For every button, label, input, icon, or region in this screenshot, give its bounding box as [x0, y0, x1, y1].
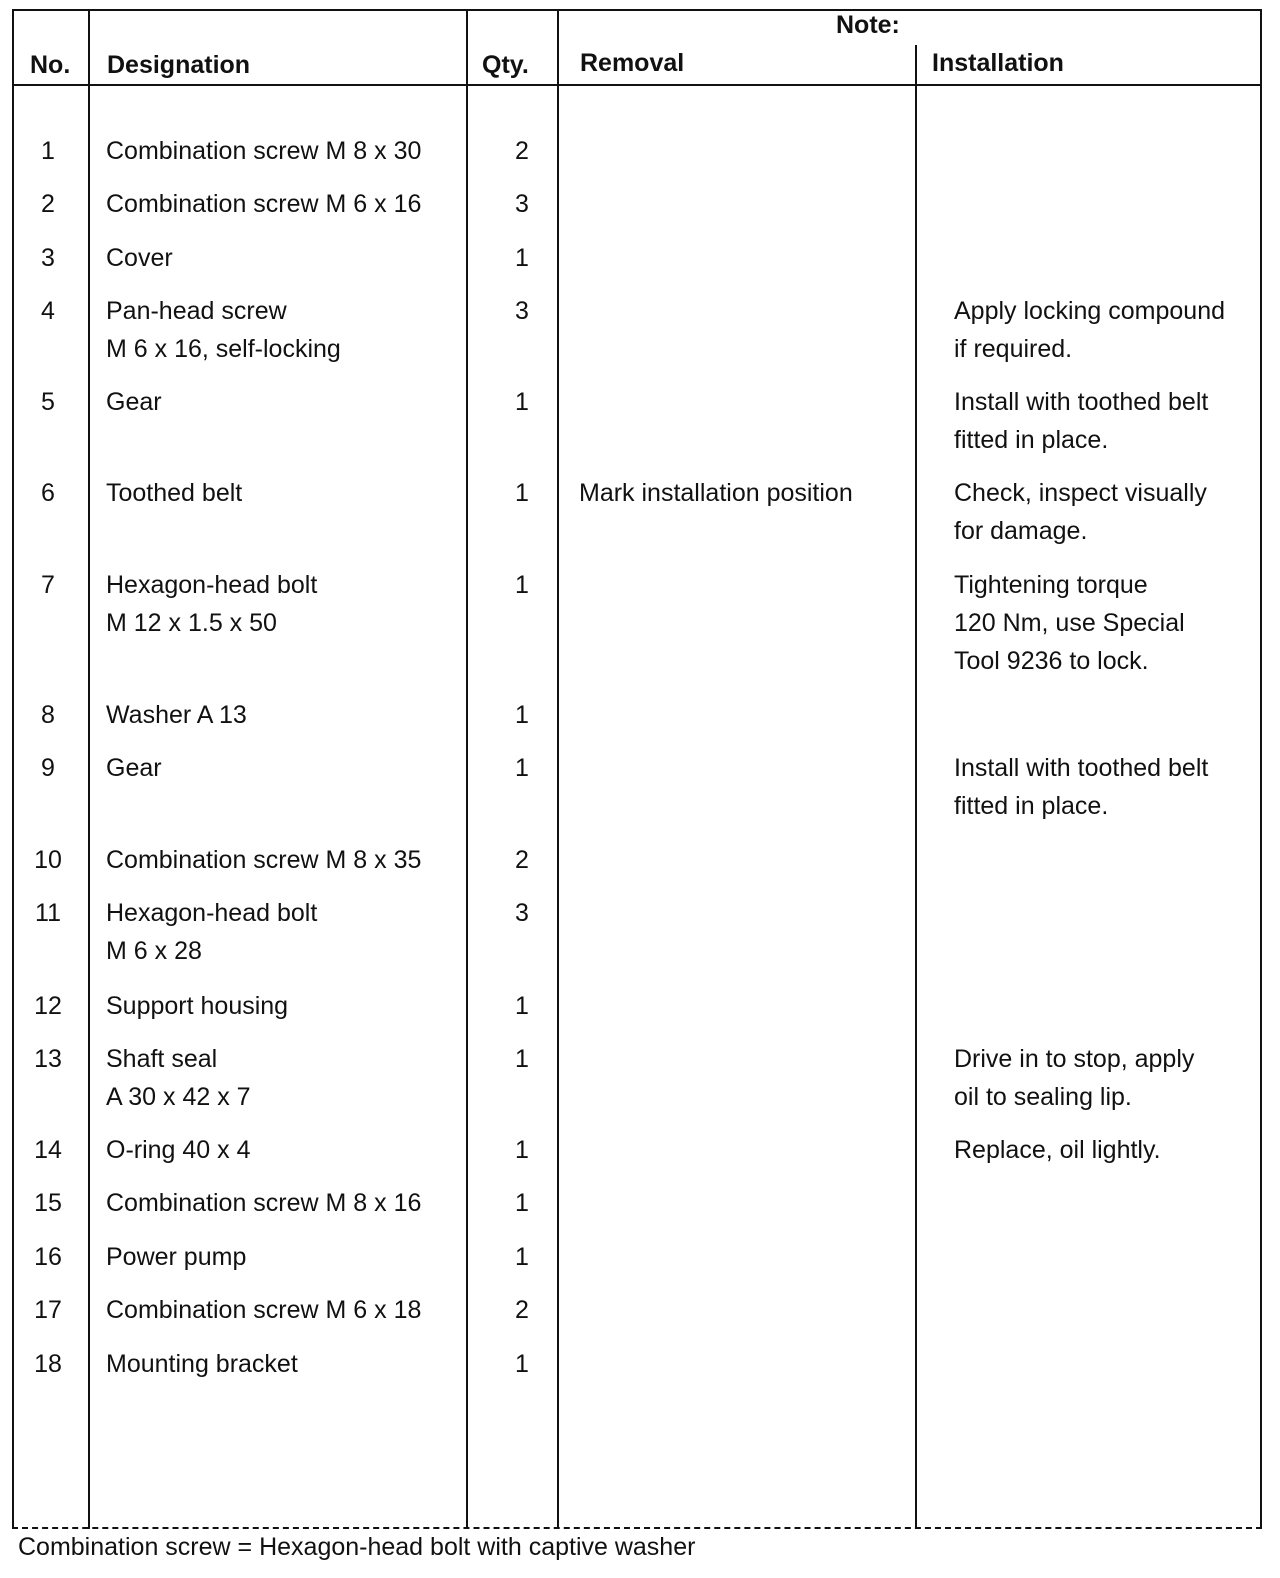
header-removal: Removal: [580, 49, 685, 77]
row-designation: Power pump: [106, 1243, 247, 1271]
row-designation: M 6 x 28: [106, 937, 202, 965]
row-number: 17: [34, 1296, 62, 1324]
header-bottom-rule: [12, 84, 1262, 86]
header-no: No.: [30, 51, 71, 79]
row-designation: Combination screw M 8 x 30: [106, 137, 422, 165]
bottom-dashed-rule: [12, 1527, 1262, 1529]
row-designation: Mounting bracket: [106, 1350, 298, 1378]
col-divider-qty: [557, 9, 559, 1529]
footer-note: Combination screw = Hexagon-head bolt with captive washer: [18, 1533, 696, 1561]
row-qty: 3: [515, 190, 529, 218]
row-designation: Gear: [106, 388, 162, 416]
row-removal-note: Mark installation position: [579, 479, 853, 507]
row-qty: 2: [515, 137, 529, 165]
header-installation: Installation: [932, 49, 1064, 77]
row-number: 15: [34, 1189, 62, 1217]
col-divider-removal: [915, 45, 917, 1529]
row-installation-note: Install with toothed belt: [954, 754, 1209, 782]
row-number: 16: [34, 1243, 62, 1271]
row-qty: 1: [515, 1243, 529, 1271]
row-designation: Hexagon-head bolt: [106, 571, 318, 599]
row-designation: Shaft seal: [106, 1045, 218, 1073]
row-installation-note: Apply locking compound: [954, 297, 1225, 325]
row-installation-note: Install with toothed belt: [954, 388, 1209, 416]
row-qty: 1: [515, 701, 529, 729]
row-qty: 1: [515, 992, 529, 1020]
row-installation-note: 120 Nm, use Special: [954, 609, 1185, 637]
col-divider-designation: [466, 9, 468, 1529]
row-number: 13: [34, 1045, 62, 1073]
row-qty: 2: [515, 1296, 529, 1324]
row-designation: O-ring 40 x 4: [106, 1136, 251, 1164]
note-label: Note:: [836, 11, 900, 39]
row-qty: 1: [515, 571, 529, 599]
row-number: 18: [34, 1350, 62, 1378]
row-number: 9: [41, 754, 55, 782]
row-number: 8: [41, 701, 55, 729]
row-installation-note: fitted in place.: [954, 792, 1109, 820]
row-qty: 1: [515, 244, 529, 272]
row-installation-note: Drive in to stop, apply: [954, 1045, 1195, 1073]
row-number: 10: [34, 846, 62, 874]
row-qty: 3: [515, 297, 529, 325]
row-designation: Combination screw M 6 x 16: [106, 190, 422, 218]
row-number: 5: [41, 388, 55, 416]
row-designation: M 6 x 16, self-locking: [106, 335, 341, 363]
row-designation: Washer A 13: [106, 701, 247, 729]
row-qty: 1: [515, 754, 529, 782]
row-qty: 1: [515, 1136, 529, 1164]
row-installation-note: Tool 9236 to lock.: [954, 647, 1149, 675]
row-number: 1: [41, 137, 55, 165]
row-designation: Hexagon-head bolt: [106, 899, 318, 927]
row-number: 2: [41, 190, 55, 218]
row-installation-note: oil to sealing lip.: [954, 1083, 1132, 1111]
row-qty: 2: [515, 846, 529, 874]
row-installation-note: Replace, oil lightly.: [954, 1136, 1161, 1164]
header-qty: Qty.: [482, 51, 529, 79]
row-installation-note: fitted in place.: [954, 426, 1109, 454]
row-installation-note: Check, inspect visually: [954, 479, 1207, 507]
row-designation: Combination screw M 8 x 35: [106, 846, 422, 874]
header-designation: Designation: [107, 51, 251, 79]
row-qty: 1: [515, 388, 529, 416]
row-designation: Cover: [106, 244, 173, 272]
row-installation-note: if required.: [954, 335, 1073, 363]
row-number: 7: [41, 571, 55, 599]
row-number: 3: [41, 244, 55, 272]
row-number: 14: [34, 1136, 62, 1164]
col-divider-no: [88, 9, 90, 1529]
row-installation-note: for damage.: [954, 517, 1088, 545]
row-qty: 1: [515, 1189, 529, 1217]
row-qty: 1: [515, 1045, 529, 1073]
row-number: 12: [34, 992, 62, 1020]
row-designation: M 12 x 1.5 x 50: [106, 609, 277, 637]
row-designation: A 30 x 42 x 7: [106, 1083, 251, 1111]
row-designation: Support housing: [106, 992, 289, 1020]
row-qty: 3: [515, 899, 529, 927]
row-number: 6: [41, 479, 55, 507]
row-designation: Combination screw M 8 x 16: [106, 1189, 422, 1217]
row-designation: Combination screw M 6 x 18: [106, 1296, 422, 1324]
row-installation-note: Tightening torque: [954, 571, 1148, 599]
row-qty: 1: [515, 479, 529, 507]
row-designation: Pan-head screw: [106, 297, 287, 325]
row-number: 11: [35, 899, 61, 927]
row-number: 4: [41, 297, 55, 325]
row-qty: 1: [515, 1350, 529, 1378]
row-designation: Gear: [106, 754, 162, 782]
row-designation: Toothed belt: [106, 479, 243, 507]
